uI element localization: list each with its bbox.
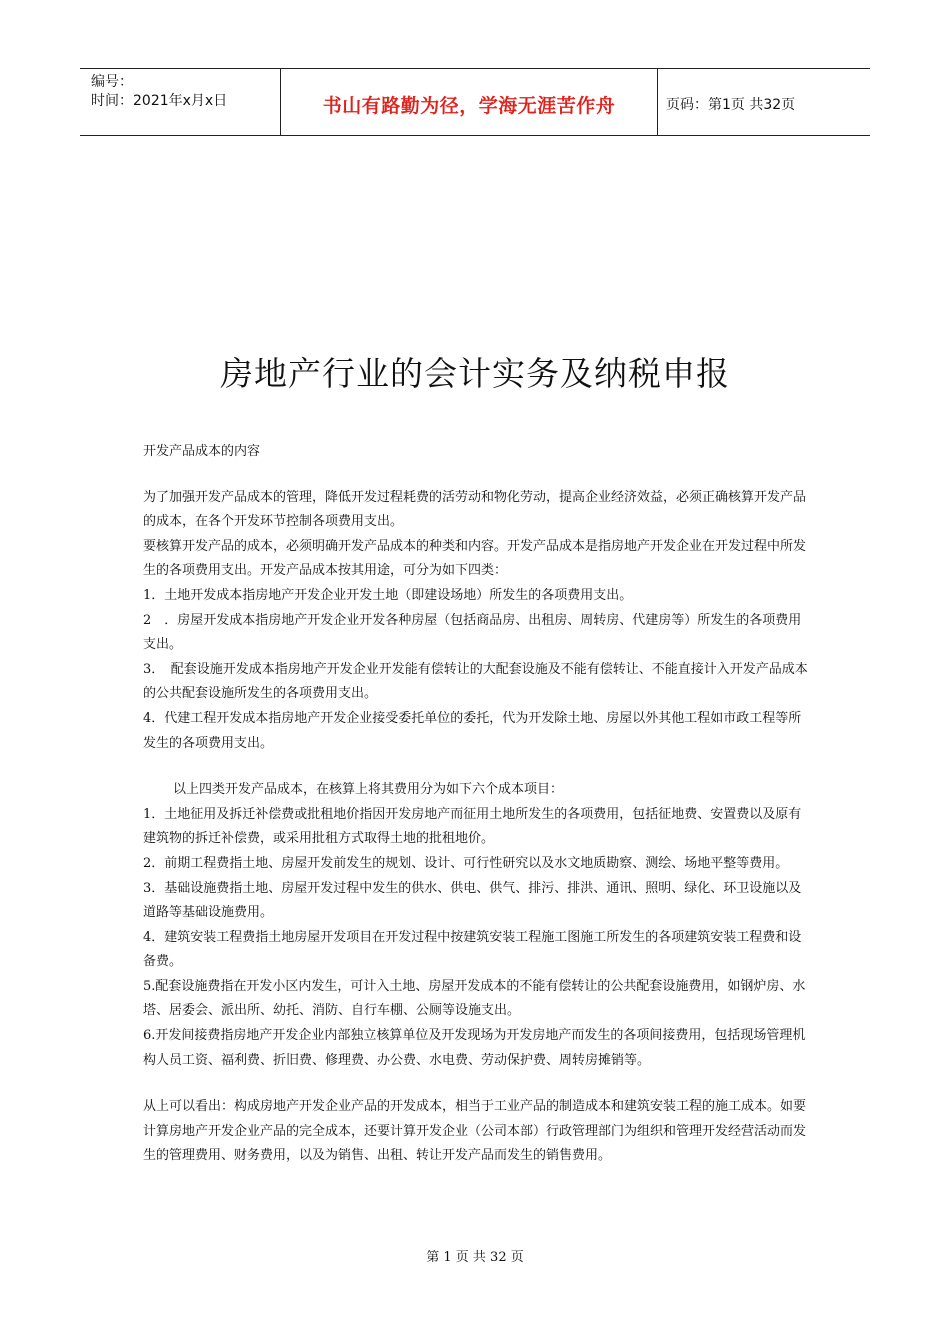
category-item: 4．代建工程开发成本指房地产开发企业接受委托单位的委托，代为开发除土地、房屋以外其他工程如市政工程等所发生的各项费用支出。 [143,710,802,751]
document-body [143,440,809,1169]
category-item: 3． 配套设施开发成本指房地产开发企业开发能有偿转让的大配套设施及不能有偿转让、不能直接计入开发产品成本的公共配套设施所发生的各项费用支出。 [143,661,808,702]
header-motto: 书山有路勤为径，学海无涯苦作舟 [281,69,658,135]
category-item: 2 ．房屋开发成本指房地产开发企业开发各种房屋（包括商品房、出租房、周转房、代建房等）所发生的各项费用支出。 [143,612,802,653]
category-item: 1．土地开发成本指房地产开发企业开发土地（即建设场地）所发生的各项费用支出。 [143,587,633,603]
paragraph: 以上四类开发产品成本，在核算上将其费用分为如下六个成本项目： [173,782,564,798]
cost-item: 4．建筑安装工程费指土地房屋开发项目在开发过程中按建筑安装工程施工图施工所发生的各项建筑安装工程费和设备费。 [143,929,802,970]
header-number-label: 编号： [91,74,133,90]
document-title: 房地产行业的会计实务及纳税申报 [220,354,730,393]
page-footer: 第 1 页 共 32 页 [426,1250,524,1265]
header-date-label: 时间：2021年x月x日 [91,93,228,109]
paragraph: 从上可以看出：构成房地产开发企业产品的开发成本，相当于工业产品的制造成本和建筑安装工程的施工成本。如要计算房地产开发企业产品的完全成本，还要计算开发企业（公司本部）行政管理部门为组织和管理开发经营活动而发生的管理费用、财务费用，以及为销售、出租、转让开发产品而发生的销售费用。 [143,1099,807,1164]
section-heading: 开发产品成本的内容 [143,444,261,459]
cost-item: 5.配套设施费指在开发小区内发生，可计入土地、房屋开发成本的不能有偿转让的公共配套设施费用，如钢炉房、水塔、居委会、派出所、幼托、消防、自行车棚、公厕等设施支出。 [143,978,806,1019]
paragraph: 为了加强开发产品成本的管理，降低开发过程耗费的活劳动和物化劳动，提高企业经济效益，必须正确核算开发产品的成本，在各个开发环节控制各项费用支出。 [143,489,807,530]
cost-item: 6.开发间接费指房地产开发企业内部独立核算单位及开发现场为开发房地产而发生的各项间接费用，包括现场管理机构人员工资、福利费、折旧费、修理费、办公费、水电费、劳动保护费、周转房摊销等。 [143,1028,806,1068]
header-meta-cell [80,69,281,135]
cost-item: 1．土地征用及拆迁补偿费或批租地价指因开发房地产而征用土地所发生的各项费用，包括征地费、安置费以及原有建筑物的拆迁补偿费，或采用批租方式取得土地的批租地价。 [143,806,802,847]
header-page-info: 页码：第1页 共32页 [666,97,796,113]
page-header [80,68,870,136]
cost-item: 2．前期工程费指土地、房屋开发前发生的规划、设计、可行性研究以及水文地质勘察、测绘、场地平整等费用。 [143,855,789,871]
cost-item: 3．基础设施费指土地、房屋开发过程中发生的供水、供电、供气、排污、排洪、通讯、照明、绿化、环卫设施以及道路等基础设施费用。 [143,880,802,921]
paragraph: 要核算开发产品的成本，必须明确开发产品成本的种类和内容。开发产品成本是指房地产开发企业在开发过程中所发生的各项费用支出。开发产品成本按其用途，可分为如下四类： [143,538,807,579]
